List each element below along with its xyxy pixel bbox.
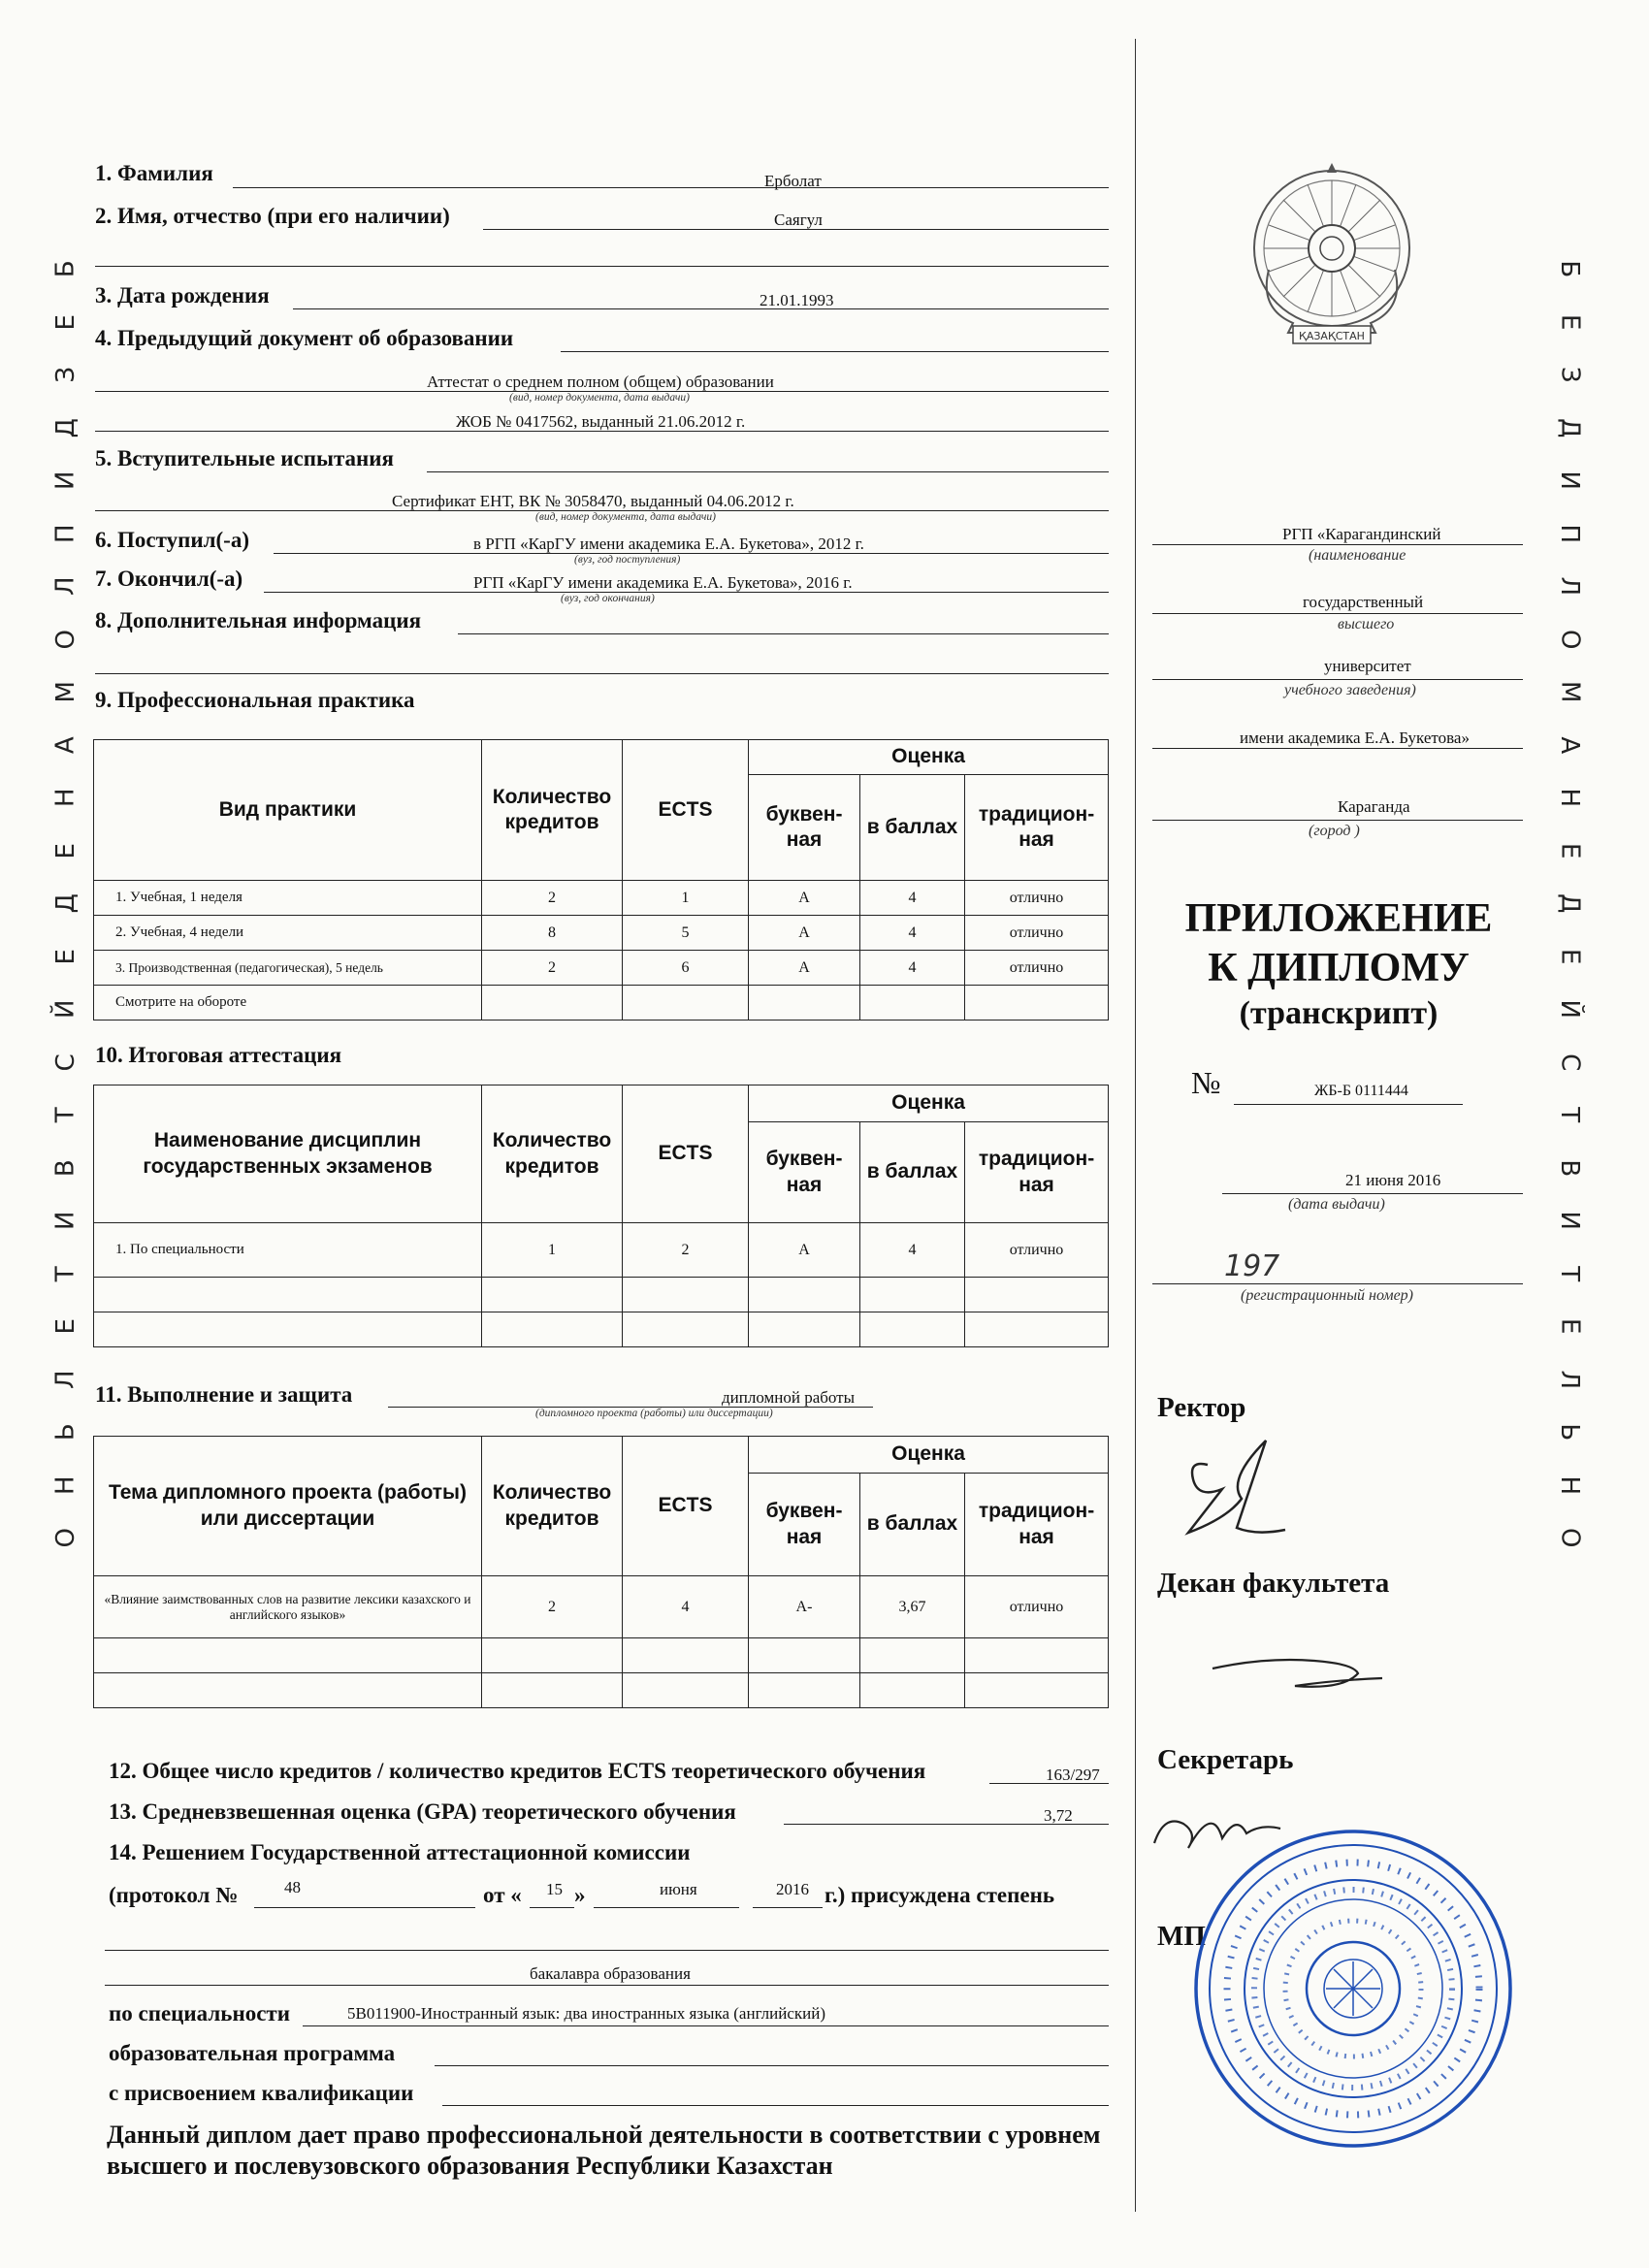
field-graduated-caption: (вуз, год окончания) bbox=[561, 593, 655, 604]
commission-label: 14. Решением Государственной аттестационной комиссии bbox=[109, 1840, 691, 1864]
gpa-label: 13. Средневзвешенная оценка (GPA) теоретического обучения bbox=[109, 1799, 736, 1824]
dean-label: Декан факультета bbox=[1157, 1568, 1390, 1599]
registration-caption: (регистрационный номер) bbox=[1241, 1287, 1414, 1304]
side-letter: А bbox=[50, 735, 81, 754]
closing-statement: Данный диплом дает право профессиональной деятельности в соответствии с уровнем высшего и послевузовского образования Республики Казахстан bbox=[107, 2121, 1101, 2180]
field-additional-label: 8. Дополнительная информация bbox=[95, 608, 422, 632]
institution-caption-2: высшего bbox=[1338, 616, 1395, 632]
stamp-place-label: МП bbox=[1157, 1921, 1206, 1952]
practice-header-ects: ECTS bbox=[623, 740, 749, 881]
practice-header-traditional: традицион-ная bbox=[965, 775, 1109, 881]
side-letter: Й bbox=[50, 999, 81, 1019]
exams-table bbox=[93, 1085, 1109, 1347]
side-letter: Н bbox=[1555, 1474, 1585, 1495]
thesis-table bbox=[93, 1436, 1109, 1708]
side-letter: Е bbox=[50, 313, 81, 330]
right-watermark-text bbox=[1550, 243, 1589, 1565]
field-admitted-caption: (вуз, год поступления) bbox=[574, 554, 681, 566]
side-letter: С bbox=[50, 1053, 81, 1071]
field-graduated-value: РГП «КарГУ имени академика Е.А. Букетова», 2016 г. bbox=[473, 573, 853, 592]
practice-header-letter: буквен-ная bbox=[749, 775, 860, 881]
exams-header-points: в баллах bbox=[860, 1122, 965, 1223]
side-letter: Д bbox=[50, 417, 81, 437]
protocol-from-label: от « bbox=[483, 1883, 522, 1907]
title-line-3: (транскрипт) bbox=[1239, 995, 1439, 1032]
side-letter: Б bbox=[1555, 260, 1585, 278]
side-letter: Д bbox=[50, 893, 81, 914]
table-row: Смотрите на обороте bbox=[94, 986, 1109, 1021]
thesis-header-grade: Оценка bbox=[749, 1437, 1109, 1474]
specialty-label: по специальности bbox=[109, 2001, 290, 2025]
field-admitted-label: 6. Поступил(-а) bbox=[95, 528, 249, 552]
side-letter: М bbox=[50, 681, 81, 703]
field-admitted-value: в РГП «КарГУ имени академика Е.А. Букетова», 2012 г. bbox=[473, 535, 864, 553]
thesis-kind-caption: (дипломного проекта (работы) или диссертации) bbox=[535, 1408, 773, 1419]
field-birthdate-value: 21.01.1993 bbox=[760, 291, 834, 309]
degree-value: бакалавра образования bbox=[530, 1964, 691, 1983]
protocol-month: июня bbox=[660, 1880, 697, 1898]
practice-header-points: в баллах bbox=[860, 775, 965, 881]
side-letter: С bbox=[1555, 1053, 1585, 1071]
rector-label: Ректор bbox=[1157, 1392, 1246, 1423]
left-watermark-text bbox=[47, 243, 85, 1565]
side-letter: Л bbox=[50, 1369, 81, 1389]
side-letter: Н bbox=[50, 788, 81, 808]
institution-line-4: имени академика Е.А. Букетова» bbox=[1240, 729, 1470, 747]
protocol-day: 15 bbox=[546, 1880, 563, 1898]
side-letter: Д bbox=[1555, 417, 1585, 437]
side-letter: З bbox=[1555, 366, 1585, 383]
field-name-label: 2. Имя, отчество (при его наличии) bbox=[95, 204, 450, 228]
practice-header-type: Вид практики bbox=[94, 740, 482, 881]
side-letter: М bbox=[1555, 681, 1585, 703]
practice-header-credits: Количество кредитов bbox=[482, 740, 623, 881]
practice-table bbox=[93, 739, 1109, 1021]
side-letter: Т bbox=[50, 1265, 81, 1281]
protocol-label: (протокол № bbox=[109, 1883, 239, 1907]
side-letter: О bbox=[50, 629, 81, 649]
side-letter: П bbox=[1555, 523, 1585, 543]
field-entrance-label: 5. Вступительные испытания bbox=[95, 446, 394, 470]
side-letter: Е bbox=[1555, 313, 1585, 330]
degree-awarded-label: г.) присуждена степень bbox=[824, 1883, 1055, 1907]
side-letter: П bbox=[50, 523, 81, 543]
title-line-1: ПРИЛОЖЕНИЕ bbox=[1184, 896, 1493, 941]
rector-signature-icon bbox=[1169, 1421, 1295, 1557]
side-letter: Н bbox=[1555, 788, 1585, 808]
thesis-header-traditional: традицион-ная bbox=[965, 1474, 1109, 1576]
protocol-year: 2016 bbox=[776, 1880, 809, 1898]
dean-signature-icon bbox=[1208, 1639, 1402, 1698]
field-name-value: Саягул bbox=[774, 211, 823, 229]
side-letter: Н bbox=[50, 1474, 81, 1495]
side-letter: И bbox=[50, 470, 81, 490]
thesis-header-topic: Тема дипломного проекта (работы) или диссертации bbox=[94, 1437, 482, 1576]
thesis-header-letter: буквен-ная bbox=[749, 1474, 860, 1576]
table-row: 1. По специальности 1 2 A 4 отлично bbox=[94, 1223, 1109, 1278]
table-row: 2. Учебная, 4 недели 8 5 A 4 отлично bbox=[94, 916, 1109, 951]
institution-caption-1: (наименование bbox=[1309, 547, 1406, 564]
field-graduated-label: 7. Окончил(-а) bbox=[95, 567, 243, 591]
side-letter: Ь bbox=[1555, 1423, 1585, 1442]
institution-line-1: РГП «Карагандинский bbox=[1282, 525, 1441, 543]
side-letter: О bbox=[1555, 1528, 1585, 1548]
side-letter: Е bbox=[1555, 842, 1585, 859]
side-letter: В bbox=[1555, 1158, 1585, 1177]
issue-date-caption: (дата выдачи) bbox=[1288, 1196, 1385, 1213]
thesis-header-ects: ECTS bbox=[623, 1437, 749, 1576]
final-attestation-label: 10. Итоговая аттестация bbox=[95, 1043, 342, 1067]
thesis-section-label: 11. Выполнение и защита bbox=[95, 1382, 353, 1407]
exams-header-traditional: традицион-ная bbox=[965, 1122, 1109, 1223]
side-letter: Й bbox=[1555, 999, 1585, 1019]
side-letter: Е bbox=[1555, 948, 1585, 964]
side-letter: И bbox=[1555, 470, 1585, 490]
official-stamp-icon bbox=[1188, 1824, 1518, 2154]
field-prev-doc-value: Аттестат о среднем полном (общем) образовании bbox=[427, 373, 774, 391]
title-line-2: К ДИПЛОМУ bbox=[1208, 946, 1470, 991]
page-divider bbox=[1135, 39, 1136, 2212]
city-caption: (город ) bbox=[1309, 823, 1360, 839]
total-credits-value: 163/297 bbox=[1046, 1766, 1100, 1784]
side-letter: Т bbox=[50, 1107, 81, 1123]
exams-header-letter: буквен-ная bbox=[749, 1122, 860, 1223]
side-letter: А bbox=[1555, 735, 1585, 754]
thesis-kind-value: дипломной работы bbox=[722, 1388, 856, 1407]
field-prev-doc-value2: ЖОБ № 0417562, выданный 21.06.2012 г. bbox=[456, 412, 746, 431]
side-letter: Л bbox=[1555, 1369, 1585, 1389]
table-row: 3. Производственная (педагогическая), 5 недель 2 6 A 4 отлично bbox=[94, 951, 1109, 986]
table-row: 1. Учебная, 1 неделя 2 1 A 4 отлично bbox=[94, 881, 1109, 916]
document-title bbox=[1145, 894, 1533, 1034]
thesis-header-points: в баллах bbox=[860, 1474, 965, 1576]
side-letter: Е bbox=[50, 842, 81, 859]
field-prev-doc-caption: (вид, номер документа, дата выдачи) bbox=[509, 392, 690, 404]
institution-line-2: государственный bbox=[1303, 593, 1424, 611]
side-letter: Т bbox=[1555, 1107, 1585, 1123]
qualification-label: с присвоением квалификации bbox=[109, 2081, 414, 2105]
practice-section-label: 9. Профессиональная практика bbox=[95, 688, 415, 712]
side-letter: Е bbox=[1555, 1318, 1585, 1335]
secretary-label: Секретарь bbox=[1157, 1744, 1294, 1775]
field-entrance-caption: (вид, номер документа, дата выдачи) bbox=[535, 511, 716, 523]
institution-line-3: университет bbox=[1324, 657, 1411, 675]
issue-date-value: 21 июня 2016 bbox=[1345, 1171, 1441, 1189]
side-letter: Б bbox=[50, 260, 81, 278]
side-letter: В bbox=[50, 1158, 81, 1177]
field-prev-doc-label: 4. Предыдущий документ об образовании bbox=[95, 326, 514, 350]
number-sign: № bbox=[1191, 1065, 1221, 1100]
side-letter: И bbox=[50, 1211, 81, 1230]
program-label: образовательная программа bbox=[109, 2041, 396, 2065]
exams-header-credits: Количество кредитов bbox=[482, 1085, 623, 1223]
side-letter: И bbox=[1555, 1211, 1585, 1230]
side-letter: Л bbox=[1555, 576, 1585, 597]
side-letter: Е bbox=[50, 948, 81, 964]
exams-header-name: Наименование дисциплин государственных экзаменов bbox=[94, 1085, 482, 1223]
city-value: Караганда bbox=[1338, 797, 1410, 816]
practice-header-grade: Оценка bbox=[749, 740, 1109, 775]
protocol-number: 48 bbox=[284, 1878, 301, 1896]
institution-caption-3: учебного заведения) bbox=[1284, 682, 1416, 698]
field-surname-label: 1. Фамилия bbox=[95, 161, 213, 185]
specialty-value: 5В011900-Иностранный язык: два иностранных языка (английский) bbox=[347, 2004, 826, 2023]
field-birthdate-label: 3. Дата рождения bbox=[95, 283, 270, 308]
field-entrance-value: Сертификат ЕНТ, ВК № 3058470, выданный 04.06.2012 г. bbox=[392, 492, 794, 510]
exams-header-grade: Оценка bbox=[749, 1085, 1109, 1122]
side-letter: Ь bbox=[50, 1423, 81, 1442]
gpa-value: 3,72 bbox=[1044, 1806, 1073, 1825]
side-letter: Е bbox=[50, 1318, 81, 1335]
exams-header-ects: ECTS bbox=[623, 1085, 749, 1223]
transcript-number: ЖБ-Б 0111444 bbox=[1314, 1083, 1408, 1099]
side-letter: З bbox=[50, 366, 81, 383]
side-letter: Л bbox=[50, 576, 81, 597]
state-emblem-icon bbox=[1249, 163, 1414, 357]
table-row: «Влияние заимствованных слов на развитие лексики казахского и английского языков» 2 4 A- 3,67 отлично bbox=[94, 1576, 1109, 1638]
emblem-text: ҚАЗАҚСТАН bbox=[1299, 330, 1365, 342]
side-letter: Т bbox=[1555, 1265, 1585, 1281]
total-credits-label: 12. Общее число кредитов / количество кредитов ECTS теоретического обучения bbox=[109, 1759, 926, 1783]
protocol-day-close: » bbox=[574, 1883, 586, 1907]
field-surname-value: Ерболат bbox=[764, 172, 822, 190]
side-letter: О bbox=[1555, 629, 1585, 649]
registration-number: 197 bbox=[1224, 1249, 1280, 1283]
side-letter: О bbox=[50, 1528, 81, 1548]
side-letter: Д bbox=[1555, 893, 1585, 914]
thesis-header-credits: Количество кредитов bbox=[482, 1437, 623, 1576]
